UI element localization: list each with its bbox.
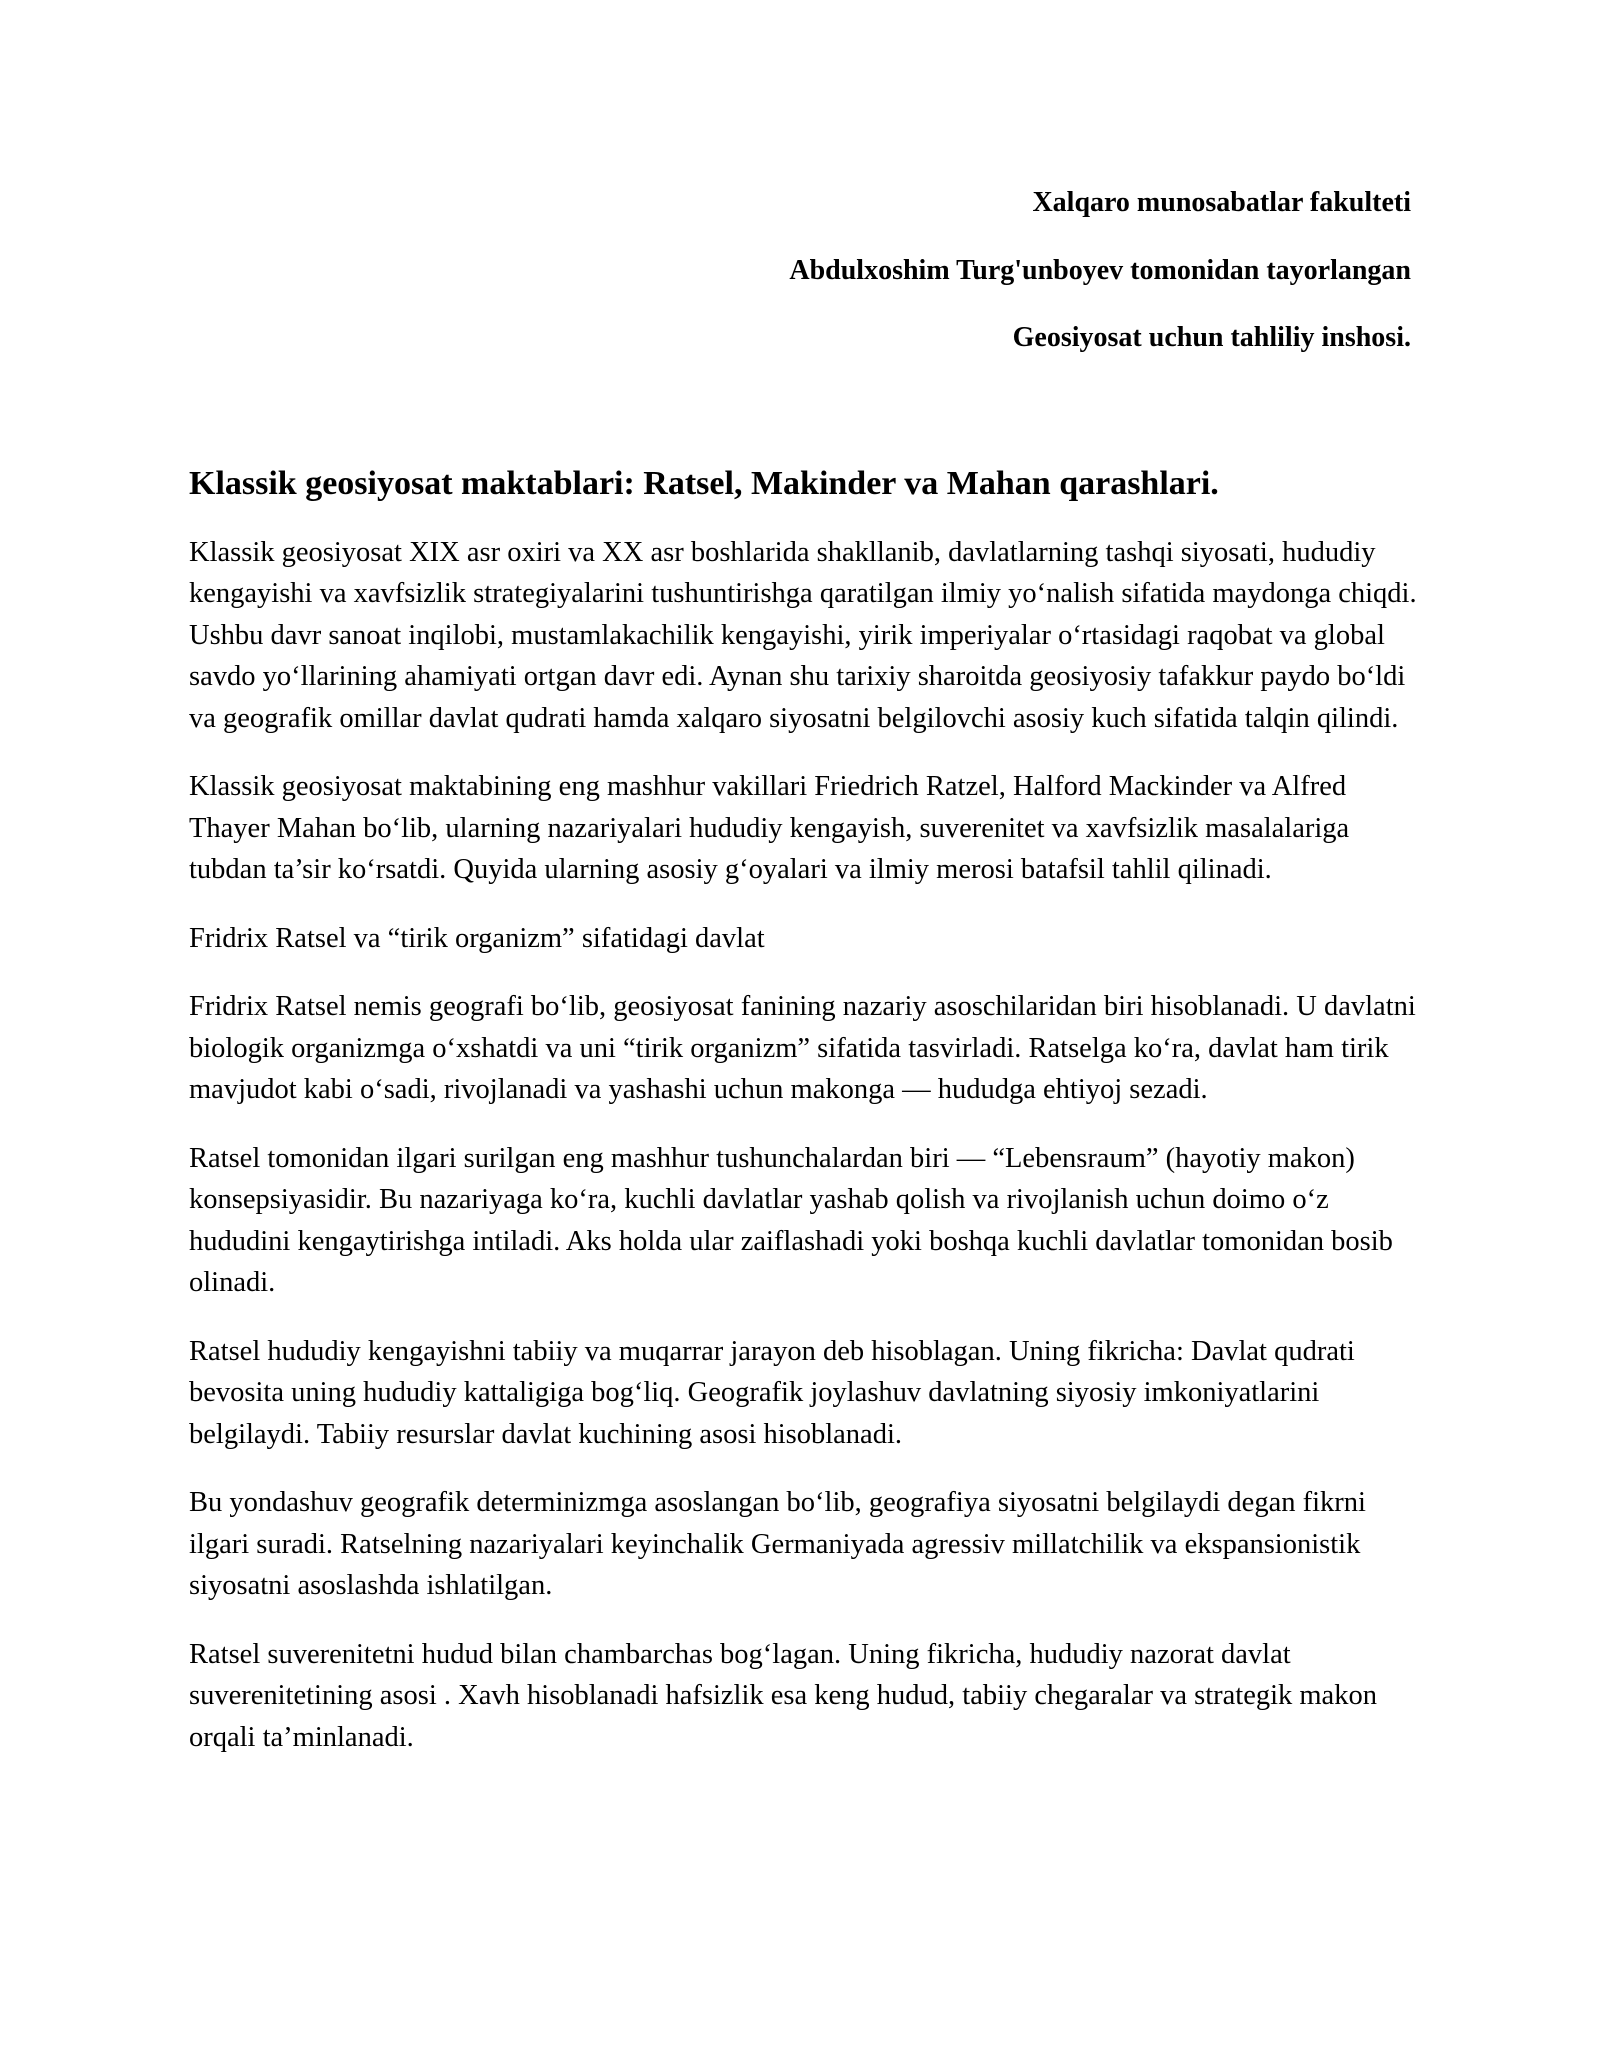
faculty-line: Xalqaro munosabatlar fakulteti [1032,187,1411,218]
essay-type-line: Geosiyosat uchun tahliliy inshosi. [1012,322,1411,354]
paragraph: Bu yondashuv geografik determinizmga asoslangan bo‘lib, geografiya siyosatni belgilaydi degan fikrni ilgari suradi. Ratselning nazariyalari keyinchalik Germaniyada agressiv millatchilik va ekspansionistik siyosatni asoslashda ishlatilgan. [189,1487,1366,1602]
paragraph: Fridrix Ratsel nemis geografi bo‘lib, geosiyosat fanining nazariy asoschilaridan biri hisoblanadi. U davlatni biologik organizmga o‘xshatdi va uni “tirik organizm” sifatida tasvirladi. Ratselga ko‘ra, davlat ham tirik mavjudot kabi o‘sadi, rivojlanadi va yashashi uchun makonga — hududga ehtiyoj sezadi. [189,991,1416,1106]
section-heading: Fridrix Ratsel va “tirik organizm” sifatidagi davlat [189,922,765,954]
paragraph: Klassik geosiyosat maktabining eng mashhur vakillari Friedrich Ratzel, Halford Mackinder va Alfred Thayer Mahan bo‘lib, ularning nazariyalari hududiy kengayish, suverenitet va xavfsizlik masalalariga tubdan ta’sir ko‘rsatdi. Quyida ularning asosiy g‘oyalari va ilmiy merosi batafsil tahlil qilinadi. [189,771,1350,886]
paragraph: Klassik geosiyosat XIX asr oxiri va XX asr boshlarida shakllanib, davlatlarning tashqi siyosati, hududiy kengayishi va xavfsizlik strategiyalarini tushuntirishga qaratilgan ilmiy yo‘nalish sifatida maydonga chiqdi. Ushbu davr sanoat inqilobi, mustamlakachilik kengayishi, yirik imperiyalar o‘rtasidagi raqobat va global savdo yo‘llarining ahamiyati ortgan davr edi. Aynan shu tarixiy sharoitda geosiyosiy tafakkur paydo bo‘ldi va geografik omillar davlat qudrati hamda xalqaro siyosatni belgilovchi asosiy kuch sifatida talqin qilindi. [189,536,1417,734]
paragraph: Ratsel tomonidan ilgari surilgan eng mashhur tushunchalardan biri — “Lebensraum” (hayotiy makon) konsepsiyasidir. Bu nazariyaga ko‘ra, kuchli davlatlar yashab qolish va rivojlanish uchun doimo o‘z hududini kengaytirishga intiladi. Aks holda ular zaiflashadi yoki boshqa kuchli davlatlar tomonidan bosib olinadi. [189,1142,1393,1299]
document-title: Klassik geosiyosat maktablari: Ratsel, Makinder va Mahan qarashlari. [189,465,1219,502]
paragraph: Ratsel hududiy kengayishni tabiiy va muqarrar jarayon deb hisoblagan. Uning fikricha: Davlat qudrati bevosita uning hududiy kattaligiga bog‘liq. Geografik joylashuv davlatning siyosiy imkoniyatlarini belgilaydi. Tabiiy resurslar davlat kuchining asosi hisoblanadi. [189,1335,1355,1450]
document-body [189,464,1419,1785]
paragraph: Ratsel suverenitetni hudud bilan chambarchas bog‘lagan. Uning fikricha, hududiy nazorat davlat suverenitetining asosi . Xavh hisoblanadi hafsizlik esa keng hudud, tabiiy chegaralar va strategik makon orqali ta’minlanadi. [189,1638,1377,1753]
document-header [411,186,1411,389]
author-line: Abdulxoshim Turg'unboyev tomonidan tayorlangan [789,254,1411,286]
